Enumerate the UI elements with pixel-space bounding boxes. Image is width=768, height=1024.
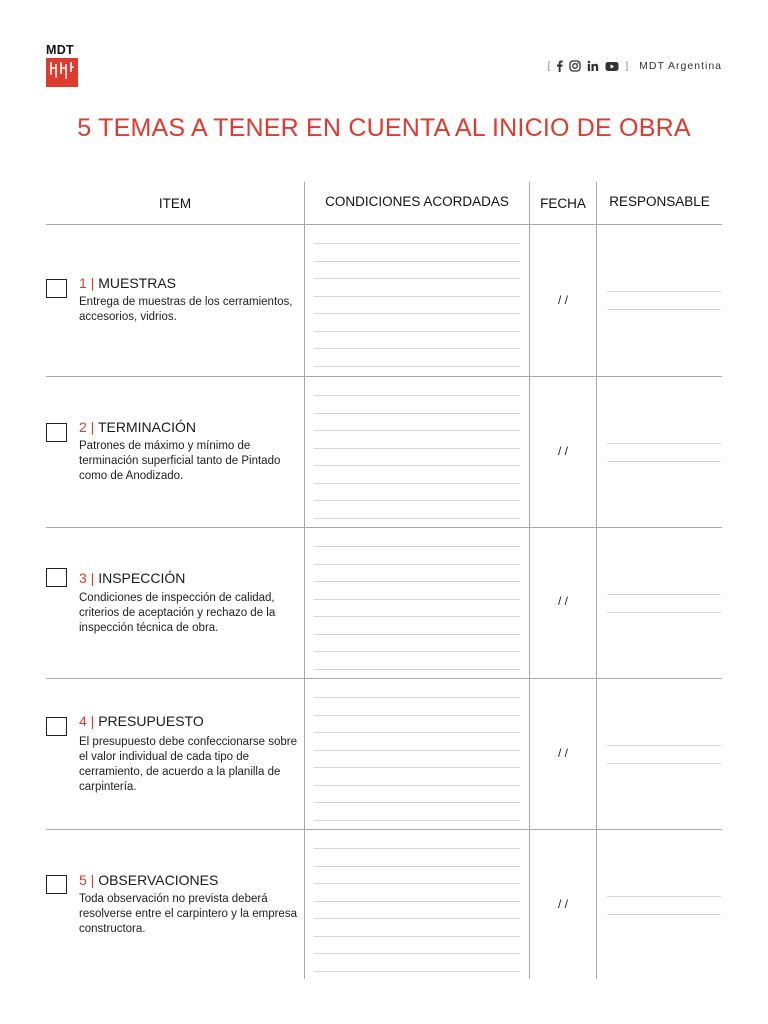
writing-line xyxy=(314,820,520,821)
table-row xyxy=(46,377,722,528)
writing-line xyxy=(314,395,520,396)
item-heading xyxy=(79,570,185,586)
item-number: 1 | xyxy=(79,275,95,291)
writing-line xyxy=(314,616,520,617)
writing-line xyxy=(314,483,520,484)
youtube-icon[interactable] xyxy=(605,61,619,72)
item-heading xyxy=(79,275,176,291)
item-description: Patrones de máximo y mínimo de terminación superficial tanto de Pintado como de Anodizado. xyxy=(79,440,281,482)
bracket-right: ] xyxy=(625,60,629,72)
item-name: INSPECCIÓN xyxy=(98,570,186,586)
writing-line xyxy=(314,599,520,600)
writing-line xyxy=(314,546,520,547)
item-name: PRESUPUESTO xyxy=(98,713,204,729)
writing-line xyxy=(607,612,721,613)
writing-line xyxy=(314,296,520,297)
table-row xyxy=(46,679,722,830)
writing-line xyxy=(314,936,520,937)
row-checkbox[interactable] xyxy=(46,875,67,894)
writing-line xyxy=(314,448,520,449)
writing-line xyxy=(607,443,721,444)
writing-line xyxy=(314,564,520,565)
writing-line xyxy=(314,651,520,652)
responsible-lines[interactable] xyxy=(607,528,721,679)
responsible-lines[interactable] xyxy=(607,679,721,830)
responsible-lines[interactable] xyxy=(607,225,721,376)
date-field[interactable]: / / xyxy=(557,293,568,307)
writing-line xyxy=(314,366,520,367)
item-description: Condiciones de inspección de calidad, criterios de aceptación y rechazo de la inspección técnica de obra. xyxy=(79,592,276,634)
table-row xyxy=(46,830,722,981)
page-title: 5 TEMAS A TENER EN CUENTA AL INICIO DE OBRA xyxy=(77,114,691,142)
writing-line xyxy=(314,261,520,262)
writing-line xyxy=(314,866,520,867)
writing-line xyxy=(314,883,520,884)
writing-line xyxy=(314,465,520,466)
writing-line xyxy=(314,500,520,501)
social-bar xyxy=(548,59,722,73)
writing-line xyxy=(314,901,520,902)
writing-line xyxy=(314,802,520,803)
item-heading xyxy=(79,713,204,729)
responsible-lines[interactable] xyxy=(607,377,721,528)
date-field[interactable]: / / xyxy=(557,746,568,760)
writing-line xyxy=(314,430,520,431)
item-description: El presupuesto debe confeccionarse sobre el valor individual de cada tipo de cerramiento, de acuerdo a la planilla de carpintería. xyxy=(79,736,298,793)
linkedin-icon[interactable] xyxy=(587,60,599,72)
item-name: OBSERVACIONES xyxy=(98,872,219,888)
writing-line xyxy=(314,971,520,972)
conditions-lines[interactable] xyxy=(314,377,520,528)
header-item: ITEM xyxy=(158,196,192,211)
item-description: Toda observación no prevista deberá resolverse entre el carpintero y la empresa constructora. xyxy=(79,893,297,935)
writing-line xyxy=(314,634,520,635)
table-row xyxy=(46,225,722,376)
writing-line xyxy=(607,594,721,595)
table-row xyxy=(46,528,722,679)
writing-line xyxy=(314,953,520,954)
header-date: FECHA xyxy=(540,196,586,211)
writing-line xyxy=(607,291,721,292)
item-heading xyxy=(79,872,218,888)
row-checkbox[interactable] xyxy=(46,423,67,442)
writing-line xyxy=(314,243,520,244)
header-responsible: RESPONSABLE xyxy=(609,194,710,209)
date-field[interactable]: / / xyxy=(557,594,568,608)
writing-line xyxy=(314,413,520,414)
conditions-lines[interactable] xyxy=(314,679,520,830)
item-number: 5 | xyxy=(79,872,95,888)
writing-line xyxy=(314,767,520,768)
row-checkbox[interactable] xyxy=(46,568,67,587)
item-name: MUESTRAS xyxy=(98,275,176,291)
mdt-logo xyxy=(46,44,80,56)
writing-line xyxy=(607,745,721,746)
responsible-lines[interactable] xyxy=(607,830,721,981)
facebook-icon[interactable] xyxy=(556,60,563,72)
item-name: TERMINACIÓN xyxy=(97,419,196,435)
brand-name: MDT Argentina xyxy=(639,60,722,72)
row-checkbox[interactable] xyxy=(46,279,67,298)
item-heading xyxy=(79,419,196,435)
conditions-lines[interactable] xyxy=(314,830,520,981)
writing-line xyxy=(607,914,721,915)
bracket-left: [ xyxy=(547,60,551,72)
writing-line xyxy=(314,331,520,332)
writing-line xyxy=(607,309,721,310)
writing-line xyxy=(314,785,520,786)
item-description: Entrega de muestras de los cerramientos, accesorios, vidrios. xyxy=(79,296,293,323)
item-number: 4 | xyxy=(79,713,95,729)
writing-line xyxy=(314,848,520,849)
instagram-icon[interactable] xyxy=(569,60,581,72)
header-conditions: CONDICIONES ACORDADAS xyxy=(325,194,509,209)
row-checkbox[interactable] xyxy=(46,717,67,736)
writing-line xyxy=(314,278,520,279)
logo-text: MDT xyxy=(46,43,74,57)
writing-line xyxy=(607,763,721,764)
logo-mark-icon xyxy=(46,58,78,87)
writing-line xyxy=(607,896,721,897)
date-field[interactable]: / / xyxy=(557,897,568,911)
writing-line xyxy=(314,732,520,733)
writing-line xyxy=(314,697,520,698)
writing-line xyxy=(314,313,520,314)
writing-line xyxy=(314,669,520,670)
writing-line xyxy=(314,348,520,349)
writing-line xyxy=(607,461,721,462)
writing-line xyxy=(314,750,520,751)
writing-line xyxy=(314,518,520,519)
item-number: 2 | xyxy=(79,419,95,435)
writing-line xyxy=(314,581,520,582)
writing-line xyxy=(314,918,520,919)
item-number: 3 | xyxy=(79,570,95,586)
conditions-lines[interactable] xyxy=(314,528,520,679)
date-field[interactable]: / / xyxy=(557,444,568,458)
conditions-lines[interactable] xyxy=(314,225,520,376)
writing-line xyxy=(314,715,520,716)
